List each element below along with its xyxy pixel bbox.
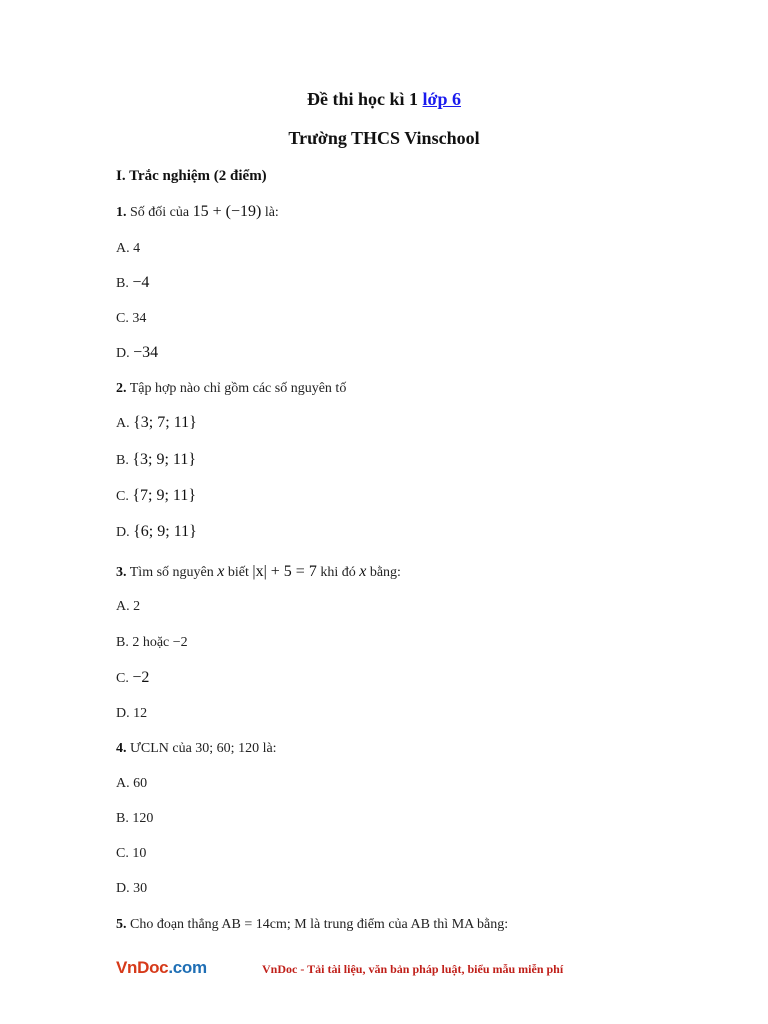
option-3c bbox=[116, 668, 149, 689]
option-label: C. bbox=[116, 489, 133, 504]
option-label: B. bbox=[116, 276, 133, 291]
option-value: 12 bbox=[133, 706, 148, 721]
option-value: 2 hoặc −2 bbox=[132, 635, 188, 650]
question-number: 2. bbox=[116, 381, 127, 396]
option-label: D. bbox=[116, 525, 134, 540]
variable-x: x bbox=[217, 563, 225, 580]
option-label: B. bbox=[116, 811, 133, 826]
option-value: −34 bbox=[133, 344, 159, 361]
question-4 bbox=[116, 739, 277, 759]
question-5 bbox=[116, 915, 508, 935]
question-text-end: bằng: bbox=[366, 565, 401, 580]
option-4c bbox=[116, 844, 146, 864]
option-label: A. bbox=[116, 416, 134, 431]
option-2c bbox=[116, 486, 196, 507]
option-label: D. bbox=[116, 706, 134, 721]
section-heading: I. Trắc nghiệm (2 điểm) bbox=[116, 168, 267, 184]
question-3 bbox=[116, 562, 401, 583]
option-1c bbox=[116, 309, 146, 329]
option-label: A. bbox=[116, 599, 134, 614]
question-text-mid: biết bbox=[224, 565, 253, 580]
question-2 bbox=[116, 379, 346, 399]
question-number: 3. bbox=[116, 565, 127, 580]
question-number: 5. bbox=[116, 917, 127, 932]
option-label: A. bbox=[116, 776, 134, 791]
option-1b bbox=[116, 273, 149, 294]
title-prefix: Đề thi học kì 1 bbox=[307, 89, 423, 109]
option-value: 4 bbox=[133, 241, 141, 256]
option-value: {7; 9; 11} bbox=[132, 487, 196, 504]
option-3d bbox=[116, 704, 147, 724]
option-value: −4 bbox=[132, 274, 150, 291]
option-label: C. bbox=[116, 671, 133, 686]
option-value: 120 bbox=[132, 811, 154, 826]
option-value: 60 bbox=[133, 776, 148, 791]
option-value: {6; 9; 11} bbox=[133, 523, 197, 540]
option-label: B. bbox=[116, 635, 133, 650]
footer-tagline: VnDoc - Tải tài liệu, văn bản pháp luật, biểu mẫu miễn phí bbox=[262, 962, 564, 976]
question-text: Tập hợp nào chỉ gồm các số nguyên tố bbox=[126, 381, 347, 396]
page-title bbox=[0, 89, 768, 110]
question-number: 1. bbox=[116, 205, 127, 220]
option-value: 34 bbox=[132, 311, 147, 326]
question-1 bbox=[116, 202, 279, 223]
option-4a bbox=[116, 774, 147, 794]
question-number: 4. bbox=[116, 741, 127, 756]
option-3a bbox=[116, 597, 140, 617]
option-value: −2 bbox=[132, 669, 150, 686]
question-text-end: là: bbox=[261, 205, 279, 220]
option-2d bbox=[116, 522, 197, 543]
option-4d bbox=[116, 879, 147, 899]
option-3b bbox=[116, 633, 188, 653]
option-value: 30 bbox=[133, 881, 148, 896]
question-text: Tìm số nguyên bbox=[126, 565, 218, 580]
option-4b bbox=[116, 809, 153, 829]
option-2a bbox=[116, 413, 197, 434]
option-value: {3; 7; 11} bbox=[133, 414, 197, 431]
logo-com: .com bbox=[168, 958, 207, 977]
option-2b bbox=[116, 450, 196, 471]
logo-vndoc: VnDoc bbox=[116, 958, 169, 977]
school-name: Trường THCS Vinschool bbox=[288, 128, 480, 148]
option-label: B. bbox=[116, 453, 133, 468]
option-1a bbox=[116, 239, 140, 259]
math-expression: 15 + (−19) bbox=[192, 203, 262, 220]
math-expression: |x| + 5 = 7 bbox=[252, 563, 317, 580]
option-value: {3; 9; 11} bbox=[132, 451, 196, 468]
option-label: A. bbox=[116, 241, 134, 256]
vndoc-logo[interactable] bbox=[116, 958, 207, 978]
option-label: D. bbox=[116, 346, 134, 361]
option-label: C. bbox=[116, 846, 133, 861]
option-1d bbox=[116, 343, 158, 364]
option-label: C. bbox=[116, 311, 133, 326]
question-text-mid2: khi đó bbox=[316, 565, 360, 580]
option-value: 10 bbox=[132, 846, 147, 861]
question-text: Cho đoạn thẳng AB = 14cm; M là trung điểm của AB thì MA bằng: bbox=[126, 917, 509, 932]
question-text: Số đối của bbox=[126, 205, 193, 220]
question-text: ƯCLN của 30; 60; 120 là: bbox=[126, 741, 277, 756]
variable-x-2: x bbox=[359, 563, 367, 580]
grade-link[interactable]: lớp 6 bbox=[422, 89, 461, 109]
option-value: 2 bbox=[133, 599, 141, 614]
option-label: D. bbox=[116, 881, 134, 896]
